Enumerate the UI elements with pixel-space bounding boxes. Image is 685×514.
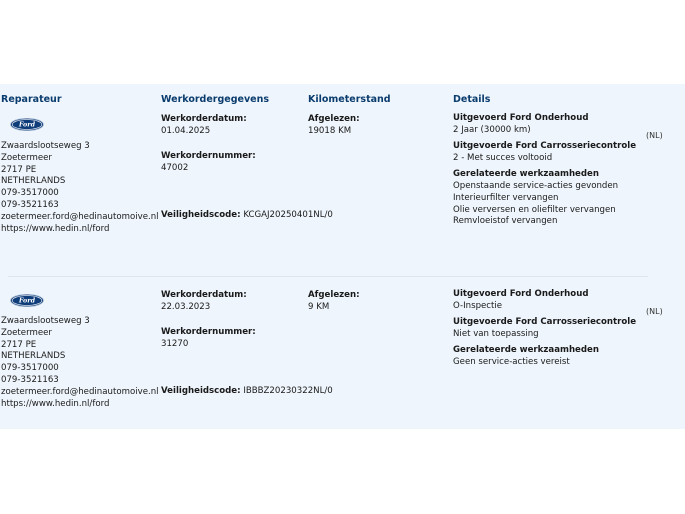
body-check-title: Uitgevoerde Ford Carrosseriecontrole bbox=[453, 141, 637, 151]
dealer-phone: 079-3517000 bbox=[1, 363, 59, 374]
body-check-value: 2 - Met succes voltooid bbox=[453, 153, 553, 163]
workorder-date: 01.04.2025 bbox=[161, 126, 211, 136]
safety-code-row bbox=[161, 386, 333, 398]
dealer-address bbox=[1, 316, 159, 410]
related-work-title: Gerelateerde werkzaamheden bbox=[453, 169, 599, 179]
dealer-website: https://www.hedin.nl/ford bbox=[1, 398, 110, 409]
dealer-city: Zoetermeer bbox=[1, 152, 52, 163]
dealer-country: NETHERLANDS bbox=[1, 351, 66, 362]
list-item: Geen service-acties vereist bbox=[453, 357, 570, 367]
mileage-label: Afgelezen: bbox=[308, 114, 360, 124]
service-value: 2 Jaar (30000 km) bbox=[453, 125, 531, 135]
dealer-postal: 2717 PE bbox=[1, 339, 37, 350]
dealer-fax: 079-3521163 bbox=[1, 199, 59, 210]
safety-code: KCGAJ20250401NL/0 bbox=[243, 210, 333, 220]
ford-logo-icon bbox=[10, 118, 44, 131]
dealer-email: zoetermeer.ford@hedinautomoive.nl bbox=[1, 386, 159, 397]
workorder-date: 22.03.2023 bbox=[161, 302, 211, 312]
header-details: Details bbox=[453, 94, 491, 105]
workorder-number-label: Werkordernummer: bbox=[161, 151, 256, 161]
list-item: Interieurfilter vervangen bbox=[453, 192, 559, 203]
related-work-title: Gerelateerde werkzaamheden bbox=[453, 345, 599, 355]
dealer-postal: 2717 PE bbox=[1, 164, 37, 175]
list-item: Openstaande service-acties gevonden bbox=[453, 181, 619, 191]
safety-code-label: Veiligheidscode: bbox=[161, 210, 241, 220]
workorder-date-label: Werkorderdatum: bbox=[161, 290, 247, 300]
country-tag: (NL) bbox=[646, 131, 663, 140]
service-title: Uitgevoerd Ford Onderhoud bbox=[453, 289, 589, 299]
related-work-list bbox=[453, 357, 570, 369]
dealer-fax: 079-3521163 bbox=[1, 374, 59, 385]
safety-code-row bbox=[161, 210, 333, 222]
safety-code-label: Veiligheidscode: bbox=[161, 386, 241, 396]
dealer-street: Zwaardslootseweg 3 bbox=[1, 316, 90, 326]
country-tag: (NL) bbox=[646, 307, 663, 316]
header-reparateur: Reparateur bbox=[1, 94, 62, 105]
related-work-list bbox=[453, 181, 618, 228]
header-kilometerstand: Kilometerstand bbox=[308, 94, 391, 105]
list-item: Remvloeistof vervangen bbox=[453, 216, 558, 227]
safety-code: IBBBZ20230322NL/0 bbox=[243, 386, 333, 396]
workorder-date-label: Werkorderdatum: bbox=[161, 114, 247, 124]
mileage-value: 19018 KM bbox=[308, 126, 352, 136]
svg-text:Ford: Ford bbox=[18, 296, 36, 305]
dealer-street: Zwaardslootseweg 3 bbox=[1, 141, 90, 151]
dealer-city: Zoetermeer bbox=[1, 327, 52, 338]
service-value: O-Inspectie bbox=[453, 301, 503, 311]
dealer-phone: 079-3517000 bbox=[1, 188, 59, 199]
dealer-country: NETHERLANDS bbox=[1, 176, 66, 187]
ford-logo-icon bbox=[10, 294, 44, 307]
dealer-website: https://www.hedin.nl/ford bbox=[1, 223, 110, 234]
mileage-label: Afgelezen: bbox=[308, 290, 360, 300]
body-check-title: Uitgevoerde Ford Carrosseriecontrole bbox=[453, 317, 637, 327]
workorder-number-label: Werkordernummer: bbox=[161, 327, 256, 337]
dealer-address bbox=[1, 141, 159, 235]
dealer-email: zoetermeer.ford@hedinautomoive.nl bbox=[1, 211, 159, 222]
record-divider bbox=[8, 276, 648, 277]
body-check-value: Niet van toepassing bbox=[453, 329, 539, 339]
workorder-number: 31270 bbox=[161, 339, 189, 349]
list-item: Olie verversen en oliefilter vervangen bbox=[453, 204, 616, 215]
header-werkordergegevens: Werkordergegevens bbox=[161, 94, 270, 105]
workorder-number: 47002 bbox=[161, 163, 189, 173]
svg-text:Ford: Ford bbox=[18, 120, 36, 129]
mileage-value: 9 KM bbox=[308, 302, 330, 312]
service-title: Uitgevoerd Ford Onderhoud bbox=[453, 113, 589, 123]
